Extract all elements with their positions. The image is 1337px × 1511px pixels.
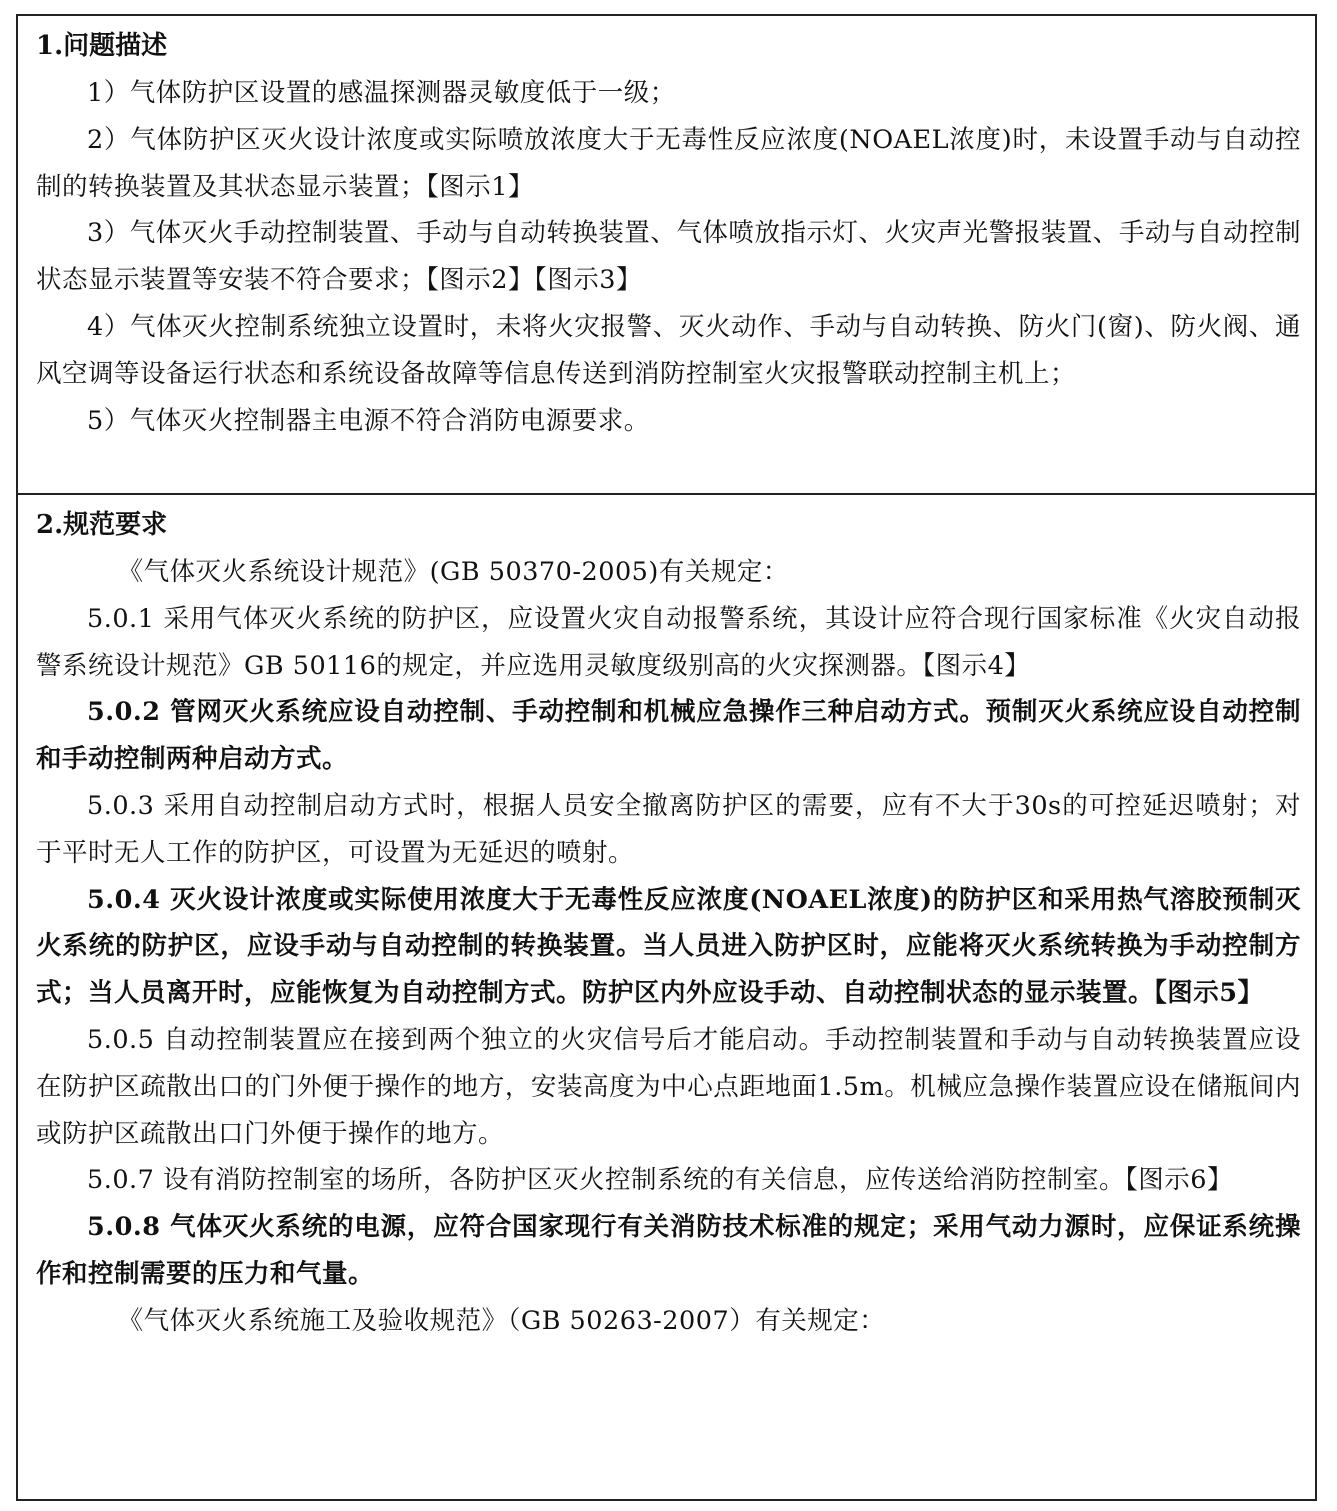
requirements-title: 2.规范要求 xyxy=(36,510,168,540)
standard-reference-construction: 《气体灭火系统施工及验收规范》（GB 50263-2007）有关规定： xyxy=(117,1305,886,1336)
clause-5-0-1: 5.0.1 采用气体灭火系统的防护区，应设置火灾自动报警系统，其设计应符合现行国家标准《火灾自动报警系统设计规范》GB 50116的规定，并应选用灵敏度级别高的火灾探测器。【图示4】 xyxy=(36,603,1301,681)
clause-5-0-4: 5.0.4 灭火设计浓度或实际使用浓度大于无毒性反应浓度(NOAEL浓度)的防护区和采用热气溶胶预制灭火系统的防护区，应设手动与自动控制的转换装置。当人员进入防护区时，应能将灭火系统转换为手动控制方式；当人员离开时，应能恢复为自动控制方式。防护区内外应设手动、自动控制状态的显示装置。【图示5】 xyxy=(36,884,1301,1009)
content-table xyxy=(16,14,1317,1501)
clause-5-0-2: 5.0.2 管网灭火系统应设自动控制、手动控制和机械应急操作三种启动方式。预制灭火系统应设自动控制和手动控制两种启动方式。 xyxy=(36,697,1301,775)
problem-section xyxy=(18,16,1315,493)
problem-title: 1.问题描述 xyxy=(36,31,168,61)
problem-item-5: 5）气体灭火控制器主电源不符合消防电源要求。 xyxy=(87,405,650,436)
requirements-section xyxy=(18,493,1315,1499)
standard-reference-design: 《气体灭火系统设计规范》(GB 50370-2005)有关规定： xyxy=(117,557,789,587)
clause-5-0-5: 5.0.5 自动控制装置应在接到两个独立的火灾信号后才能启动。手动控制装置和手动与自动转换装置应设在防护区疏散出口的门外便于操作的地方，安装高度为中心点距地面1.5m。机械应急操作装置应设在储瓶间内或防护区疏散出口门外便于操作的地方。 xyxy=(36,1024,1301,1149)
clause-5-0-8: 5.0.8 气体灭火系统的电源，应符合国家现行有关消防技术标准的规定；采用气动力源时，应保证系统操作和控制需要的压力和气量。 xyxy=(36,1212,1301,1289)
problem-item-4: 4）气体灭火控制系统独立设置时，未将火灾报警、灭火动作、手动与自动转换、防火门(窗)、防火阀、通风空调等设备运行状态和系统设备故障等信息传送到消防控制室火灾报警联动控制主机上； xyxy=(36,311,1301,389)
problem-item-1: 1）气体防护区设置的感温探测器灵敏度低于一级； xyxy=(87,78,676,108)
clause-5-0-7: 5.0.7 设有消防控制室的场所，各防护区灭火控制系统的有关信息，应传送给消防控制室。【图示6】 xyxy=(87,1165,1233,1196)
problem-item-2: 2）气体防护区灭火设计浓度或实际喷放浓度大于无毒性反应浓度(NOAEL浓度)时，未设置手动与自动控制的转换装置及其状态显示装置；【图示1】 xyxy=(36,124,1301,202)
clause-5-0-3: 5.0.3 采用自动控制启动方式时，根据人员安全撤离防护区的需要，应有不大于30s的可控延迟喷射；对于平时无人工作的防护区，可设置为无延迟的喷射。 xyxy=(36,790,1301,868)
problem-item-3: 3）气体灭火手动控制装置、手动与自动转换装置、气体喷放指示灯、火灾声光警报装置、手动与自动控制状态显示装置等安装不符合要求；【图示2】【图示3】 xyxy=(36,218,1301,296)
